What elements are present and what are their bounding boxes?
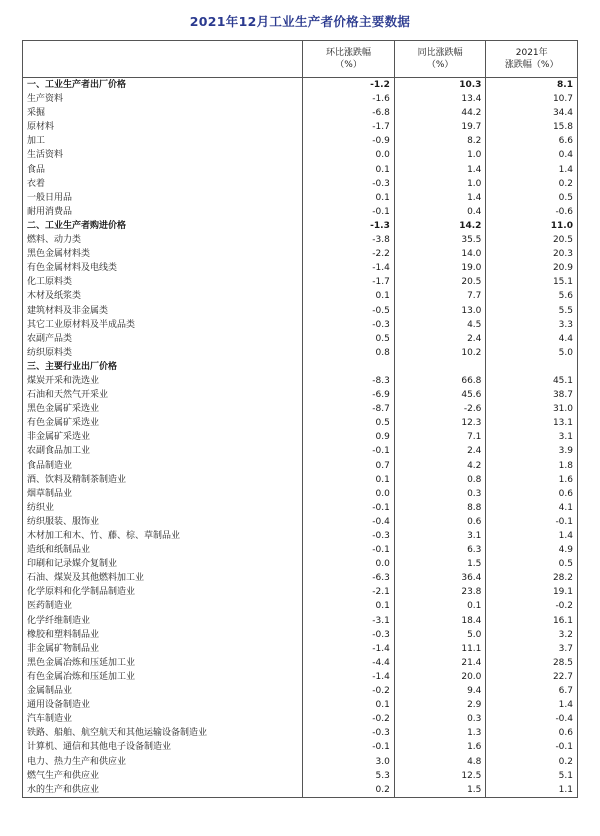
cell-v2: 2.4: [394, 332, 486, 346]
cell-v2: 4.5: [394, 318, 486, 332]
cell-v2: 0.4: [394, 205, 486, 219]
cell-v1: 0.2: [303, 783, 395, 798]
row-label: 印刷和记录媒介复制业: [23, 557, 303, 571]
cell-v1: -0.5: [303, 304, 395, 318]
cell-v2: 10.2: [394, 346, 486, 360]
table-row: [23, 233, 578, 247]
row-label: 通用设备制造业: [23, 698, 303, 712]
cell-v2: 0.1: [394, 599, 486, 613]
cell-v3: 16.1: [486, 614, 578, 628]
row-label: 电力、热力生产和供应业: [23, 755, 303, 769]
row-label: 水的生产和供应业: [23, 783, 303, 798]
cell-v1: -0.3: [303, 318, 395, 332]
table-row: [23, 78, 578, 93]
cell-v1: -0.1: [303, 205, 395, 219]
row-label: 有色金属矿采选业: [23, 416, 303, 430]
cell-v3: 28.5: [486, 656, 578, 670]
cell-v2: 21.4: [394, 656, 486, 670]
table-row: [23, 670, 578, 684]
table-row: [23, 783, 578, 798]
cell-v2: 44.2: [394, 106, 486, 120]
table-row: [23, 571, 578, 585]
row-label: 三、主要行业出厂价格: [23, 360, 303, 374]
cell-v3: 22.7: [486, 670, 578, 684]
cell-v2: 2.9: [394, 698, 486, 712]
row-label: 金属制品业: [23, 684, 303, 698]
cell-v3: 4.1: [486, 501, 578, 515]
cell-v1: 5.3: [303, 769, 395, 783]
cell-v1: 0.0: [303, 148, 395, 162]
row-label: 采掘: [23, 106, 303, 120]
table-row: [23, 740, 578, 754]
page-title: 2021年12月工业生产者价格主要数据: [189, 14, 411, 29]
cell-v2: 1.0: [394, 177, 486, 191]
cell-v3: 31.0: [486, 402, 578, 416]
cell-v3: 1.1: [486, 783, 578, 798]
table-row: [23, 473, 578, 487]
cell-v2: 1.4: [394, 163, 486, 177]
cell-v1: -1.4: [303, 670, 395, 684]
cell-v1: -0.3: [303, 177, 395, 191]
cell-v1: -1.3: [303, 219, 395, 233]
table-row: [23, 92, 578, 106]
row-label: 化学纤维制造业: [23, 614, 303, 628]
row-label: 橡胶和塑料制品业: [23, 628, 303, 642]
cell-v1: -0.1: [303, 543, 395, 557]
cell-v2: 23.8: [394, 585, 486, 599]
cell-v3: 3.1: [486, 430, 578, 444]
cell-v3: 5.6: [486, 289, 578, 303]
table-row: [23, 219, 578, 233]
cell-v3: 20.5: [486, 233, 578, 247]
table-row: [23, 106, 578, 120]
row-label: 有色金属冶炼和压延加工业: [23, 670, 303, 684]
row-label: 纺织服装、服饰业: [23, 515, 303, 529]
table-row: [23, 529, 578, 543]
column-header-name: [23, 41, 303, 78]
cell-v1: 0.5: [303, 416, 395, 430]
cell-v1: 0.7: [303, 459, 395, 473]
row-label: 非金属矿采选业: [23, 430, 303, 444]
row-label: 计算机、通信和其他电子设备制造业: [23, 740, 303, 754]
table-row: [23, 289, 578, 303]
table-header-row: [23, 41, 578, 78]
table-row: [23, 388, 578, 402]
cell-v1: 0.8: [303, 346, 395, 360]
cell-v2: 14.0: [394, 247, 486, 261]
cell-v3: -0.2: [486, 599, 578, 613]
cell-v3: 5.1: [486, 769, 578, 783]
cell-v2: 2.4: [394, 444, 486, 458]
cell-v2: 0.3: [394, 487, 486, 501]
cell-v2: 12.3: [394, 416, 486, 430]
cell-v2: 0.3: [394, 712, 486, 726]
cell-v2: 1.5: [394, 557, 486, 571]
cell-v1: 0.0: [303, 557, 395, 571]
cell-v3: 20.3: [486, 247, 578, 261]
cell-v2: 19.7: [394, 120, 486, 134]
row-label: 生产资料: [23, 92, 303, 106]
row-label: 建筑材料及非金属类: [23, 304, 303, 318]
cell-v1: -1.4: [303, 261, 395, 275]
table-row: [23, 430, 578, 444]
cell-v2: 4.8: [394, 755, 486, 769]
table-row: [23, 318, 578, 332]
table-row: [23, 656, 578, 670]
row-label: 纺织业: [23, 501, 303, 515]
cell-v2: 1.5: [394, 783, 486, 798]
cell-v3: 1.6: [486, 473, 578, 487]
cell-v1: [303, 360, 395, 374]
table-row: [23, 755, 578, 769]
cell-v2: 45.6: [394, 388, 486, 402]
cell-v2: 11.1: [394, 642, 486, 656]
cell-v1: -0.2: [303, 684, 395, 698]
cell-v1: -1.7: [303, 275, 395, 289]
cell-v3: 19.1: [486, 585, 578, 599]
table-body: [23, 78, 578, 798]
cell-v3: 3.2: [486, 628, 578, 642]
cell-v1: -0.9: [303, 134, 395, 148]
row-label: 化工原料类: [23, 275, 303, 289]
row-label: 烟草制品业: [23, 487, 303, 501]
cell-v1: -1.7: [303, 120, 395, 134]
cell-v1: -1.4: [303, 642, 395, 656]
table-row: [23, 148, 578, 162]
row-label: 耐用消费品: [23, 205, 303, 219]
cell-v1: -0.2: [303, 712, 395, 726]
table-row: [23, 515, 578, 529]
cell-v3: 34.4: [486, 106, 578, 120]
cell-v1: 0.5: [303, 332, 395, 346]
cell-v2: 7.7: [394, 289, 486, 303]
cell-v1: -0.1: [303, 444, 395, 458]
row-label: 黑色金属冶炼和压延加工业: [23, 656, 303, 670]
cell-v1: -8.3: [303, 374, 395, 388]
cell-v2: 1.4: [394, 191, 486, 205]
column-header-mom: 环比涨跌幅 （%）: [303, 41, 395, 78]
row-label: 黑色金属材料类: [23, 247, 303, 261]
table-row: [23, 163, 578, 177]
cell-v3: -0.1: [486, 515, 578, 529]
table-row: [23, 628, 578, 642]
cell-v1: -1.6: [303, 92, 395, 106]
table-row: [23, 557, 578, 571]
cell-v2: 6.3: [394, 543, 486, 557]
table-row: [23, 501, 578, 515]
row-label: 酒、饮料及精制茶制造业: [23, 473, 303, 487]
row-label: 石油、煤炭及其他燃料加工业: [23, 571, 303, 585]
cell-v2: 1.3: [394, 726, 486, 740]
cell-v3: 45.1: [486, 374, 578, 388]
table-row: [23, 247, 578, 261]
cell-v3: 11.0: [486, 219, 578, 233]
row-label: 汽车制造业: [23, 712, 303, 726]
cell-v3: 6.7: [486, 684, 578, 698]
cell-v1: 0.0: [303, 487, 395, 501]
table-row: [23, 360, 578, 374]
table-row: [23, 346, 578, 360]
cell-v3: 0.6: [486, 487, 578, 501]
cell-v3: 10.7: [486, 92, 578, 106]
cell-v2: 14.2: [394, 219, 486, 233]
cell-v2: 13.4: [394, 92, 486, 106]
row-label: 一般日用品: [23, 191, 303, 205]
cell-v3: 0.4: [486, 148, 578, 162]
table-row: [23, 769, 578, 783]
cell-v3: 3.7: [486, 642, 578, 656]
row-label: 农副产品类: [23, 332, 303, 346]
cell-v1: -6.9: [303, 388, 395, 402]
table-row: [23, 304, 578, 318]
table-row: [23, 120, 578, 134]
cell-v3: 8.1: [486, 78, 578, 93]
cell-v1: -8.7: [303, 402, 395, 416]
row-label: 纺织原料类: [23, 346, 303, 360]
row-label: 化学原料和化学制品制造业: [23, 585, 303, 599]
cell-v1: -0.3: [303, 628, 395, 642]
table-row: [23, 642, 578, 656]
table-row: [23, 599, 578, 613]
cell-v3: 5.5: [486, 304, 578, 318]
row-label: 二、工业生产者购进价格: [23, 219, 303, 233]
cell-v1: 0.1: [303, 289, 395, 303]
cell-v2: [394, 360, 486, 374]
cell-v3: 1.8: [486, 459, 578, 473]
row-label: 生活资料: [23, 148, 303, 162]
cell-v2: 12.5: [394, 769, 486, 783]
table-row: [23, 134, 578, 148]
cell-v2: 0.8: [394, 473, 486, 487]
table-row: [23, 614, 578, 628]
table-row: [23, 402, 578, 416]
table-row: [23, 177, 578, 191]
cell-v3: 5.0: [486, 346, 578, 360]
cell-v1: 0.1: [303, 473, 395, 487]
cell-v1: 0.1: [303, 163, 395, 177]
cell-v3: 20.9: [486, 261, 578, 275]
cell-v1: -0.3: [303, 726, 395, 740]
table-row: [23, 332, 578, 346]
cell-v2: 4.2: [394, 459, 486, 473]
cell-v3: -0.4: [486, 712, 578, 726]
cell-v3: 0.5: [486, 557, 578, 571]
cell-v3: 6.6: [486, 134, 578, 148]
table-row: [23, 374, 578, 388]
cell-v3: 15.8: [486, 120, 578, 134]
table-row: [23, 444, 578, 458]
row-label: 木材及纸浆类: [23, 289, 303, 303]
row-label: 衣着: [23, 177, 303, 191]
cell-v2: 1.6: [394, 740, 486, 754]
row-label: 其它工业原材料及半成品类: [23, 318, 303, 332]
table-row: [23, 275, 578, 289]
table-row: [23, 261, 578, 275]
cell-v1: -6.8: [303, 106, 395, 120]
cell-v3: 3.9: [486, 444, 578, 458]
cell-v1: 3.0: [303, 755, 395, 769]
cell-v2: 0.6: [394, 515, 486, 529]
cell-v3: -0.1: [486, 740, 578, 754]
cell-v2: 13.0: [394, 304, 486, 318]
table-row: [23, 416, 578, 430]
cell-v1: -4.4: [303, 656, 395, 670]
row-label: 非金属矿物制品业: [23, 642, 303, 656]
row-label: 原材料: [23, 120, 303, 134]
table-row: [23, 698, 578, 712]
cell-v2: 20.0: [394, 670, 486, 684]
cell-v2: 8.8: [394, 501, 486, 515]
table-row: [23, 726, 578, 740]
cell-v1: -0.3: [303, 529, 395, 543]
row-label: 木材加工和木、竹、藤、棕、草制品业: [23, 529, 303, 543]
row-label: 医药制造业: [23, 599, 303, 613]
row-label: 农副食品加工业: [23, 444, 303, 458]
cell-v2: 3.1: [394, 529, 486, 543]
cell-v3: 0.5: [486, 191, 578, 205]
cell-v3: 0.6: [486, 726, 578, 740]
table-row: [23, 712, 578, 726]
cell-v2: 9.4: [394, 684, 486, 698]
table-row: [23, 585, 578, 599]
row-label: 有色金属材料及电线类: [23, 261, 303, 275]
row-label: 造纸和纸制品业: [23, 543, 303, 557]
cell-v2: 10.3: [394, 78, 486, 93]
cell-v3: 3.3: [486, 318, 578, 332]
cell-v3: 4.9: [486, 543, 578, 557]
table-row: [23, 487, 578, 501]
table-row: [23, 543, 578, 557]
cell-v1: -0.1: [303, 740, 395, 754]
cell-v3: 38.7: [486, 388, 578, 402]
column-header-annual: 2021年 涨跌幅（%）: [486, 41, 578, 78]
table-row: [23, 459, 578, 473]
cell-v3: 4.4: [486, 332, 578, 346]
cell-v2: 1.0: [394, 148, 486, 162]
cell-v2: 19.0: [394, 261, 486, 275]
cell-v1: 0.9: [303, 430, 395, 444]
cell-v1: 0.1: [303, 698, 395, 712]
column-header-yoy: 同比涨跌幅 （%）: [394, 41, 486, 78]
row-label: 燃料、动力类: [23, 233, 303, 247]
row-label: 黑色金属矿采选业: [23, 402, 303, 416]
row-label: 煤炭开采和洗选业: [23, 374, 303, 388]
cell-v1: -0.4: [303, 515, 395, 529]
cell-v2: -2.6: [394, 402, 486, 416]
cell-v3: 1.4: [486, 163, 578, 177]
cell-v2: 20.5: [394, 275, 486, 289]
price-data-table: [22, 40, 578, 798]
cell-v3: 1.4: [486, 698, 578, 712]
table-row: [23, 205, 578, 219]
row-label: 铁路、船舶、航空航天和其他运输设备制造业: [23, 726, 303, 740]
row-label: 食品: [23, 163, 303, 177]
cell-v1: 0.1: [303, 191, 395, 205]
cell-v2: 35.5: [394, 233, 486, 247]
cell-v1: -3.8: [303, 233, 395, 247]
cell-v3: 13.1: [486, 416, 578, 430]
table-row: [23, 684, 578, 698]
cell-v2: 7.1: [394, 430, 486, 444]
cell-v1: -2.1: [303, 585, 395, 599]
table-row: [23, 191, 578, 205]
cell-v1: -6.3: [303, 571, 395, 585]
cell-v2: 8.2: [394, 134, 486, 148]
row-label: 燃气生产和供应业: [23, 769, 303, 783]
row-label: 加工: [23, 134, 303, 148]
cell-v3: [486, 360, 578, 374]
cell-v1: -3.1: [303, 614, 395, 628]
cell-v3: 0.2: [486, 177, 578, 191]
cell-v1: -2.2: [303, 247, 395, 261]
cell-v2: 5.0: [394, 628, 486, 642]
cell-v3: 15.1: [486, 275, 578, 289]
row-label: 食品制造业: [23, 459, 303, 473]
cell-v1: 0.1: [303, 599, 395, 613]
cell-v2: 18.4: [394, 614, 486, 628]
cell-v1: -0.1: [303, 501, 395, 515]
cell-v1: -1.2: [303, 78, 395, 93]
table-header: [23, 41, 578, 78]
cell-v3: -0.6: [486, 205, 578, 219]
row-label: 一、工业生产者出厂价格: [23, 78, 303, 93]
cell-v3: 0.2: [486, 755, 578, 769]
row-label: 石油和天然气开采业: [23, 388, 303, 402]
cell-v2: 36.4: [394, 571, 486, 585]
cell-v3: 1.4: [486, 529, 578, 543]
cell-v3: 28.2: [486, 571, 578, 585]
cell-v2: 66.8: [394, 374, 486, 388]
